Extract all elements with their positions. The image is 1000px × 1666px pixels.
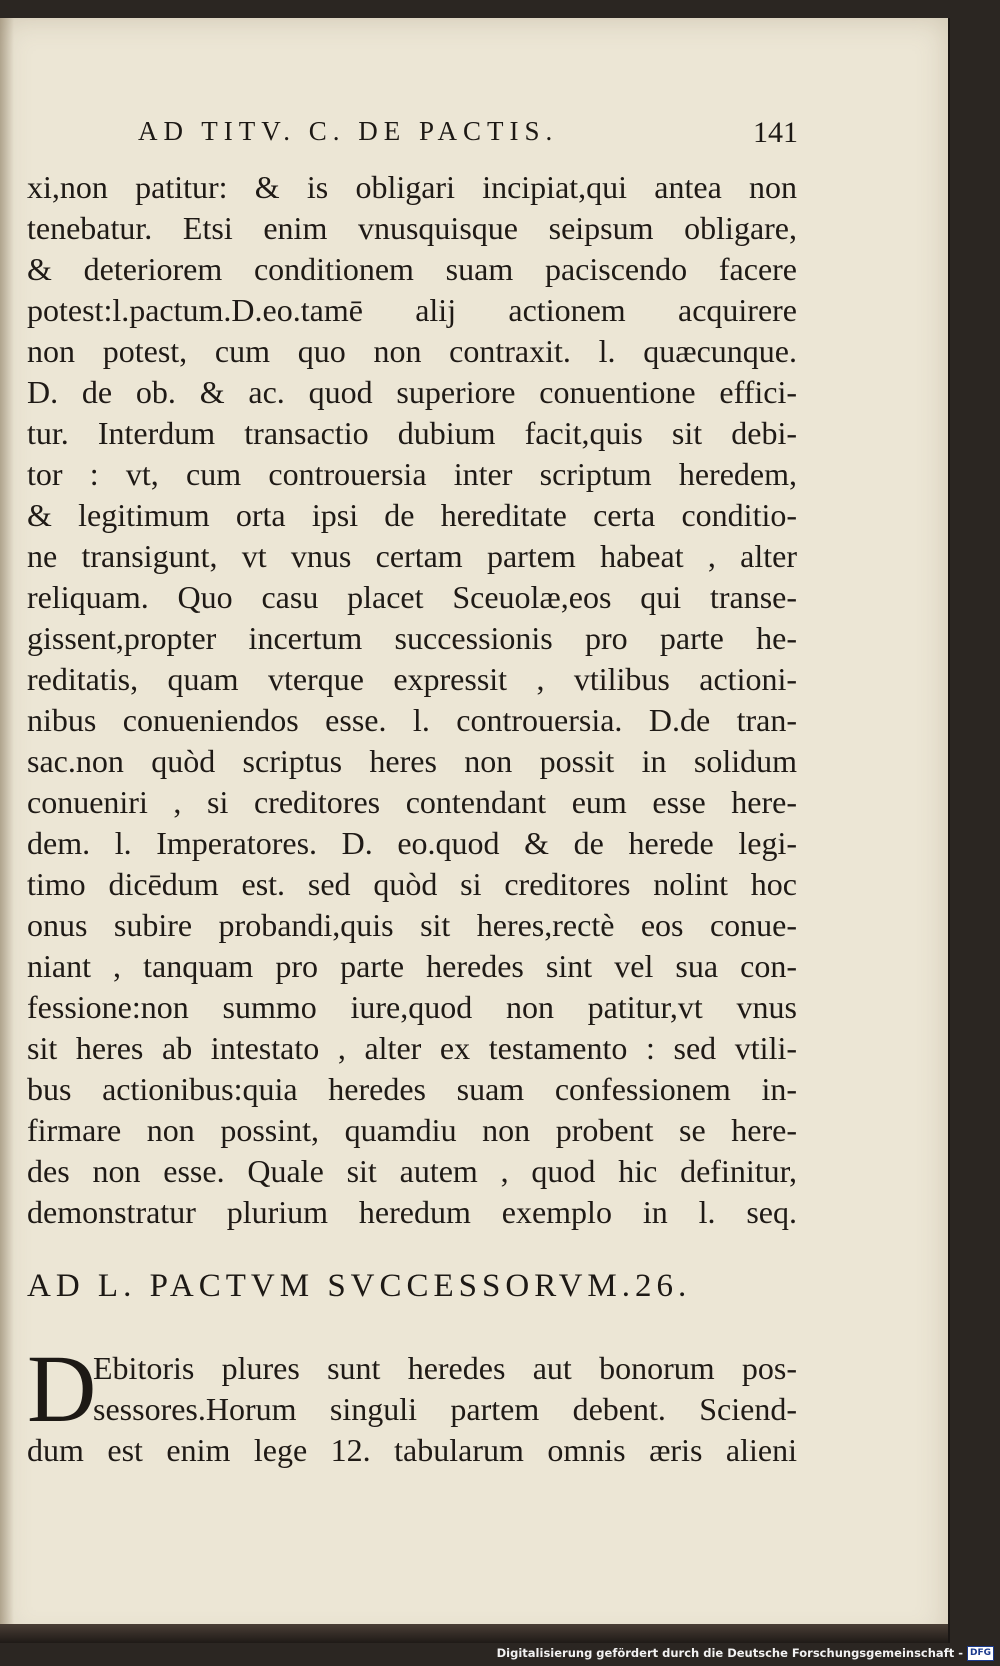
text-line: non potest, cum quo non contraxit. l. quæcunque.: [27, 333, 797, 369]
text-line: nibus conueniendos esse. l. controuersia. D.de tran-: [27, 702, 797, 738]
text-line: tor : vt, cum controuersia inter scriptum heredem,: [27, 456, 797, 492]
page-number: 141: [753, 116, 798, 149]
main-text-block: [27, 167, 797, 1233]
text-line: tur. Interdum transactio dubium facit,quis sit debi-: [27, 415, 797, 451]
text-line: xi,non patitur: & is obligari incipiat,qui antea non: [27, 169, 797, 205]
text-line: Ebitoris plures sunt heredes aut bonorum pos-: [93, 1350, 797, 1386]
section-paragraph: [27, 1335, 797, 1478]
text-line: sit heres ab intestato , alter ex testamento : sed vtili-: [27, 1030, 797, 1066]
book-page: [0, 18, 950, 1643]
text-line: firmare non possint, quamdiu non probent se here-: [27, 1112, 797, 1148]
dfg-logo: DFG: [967, 1646, 994, 1661]
text-line: dem. l. Imperatores. D. eo.quod & de herede legi-: [27, 825, 797, 861]
page-bottom-edge: [0, 1624, 948, 1643]
text-line: timo dicēdum est. sed quòd si creditores nolint hoc: [27, 866, 797, 902]
running-head: AD TITV. C. DE PACTIS.: [138, 116, 559, 146]
text-line: onus subire probandi,quis sit heres,rectè eos conue-: [27, 907, 797, 943]
text-line: niant , tanquam pro parte heredes sint vel sua con-: [27, 948, 797, 984]
text-line: potest:l.pactum.D.eo.tamē alij actionem acquirere: [27, 292, 797, 328]
text-line: demonstratur plurium heredum exemplo in l. seq.: [27, 1194, 797, 1230]
text-line: conueniri , si creditores contendant eum esse here-: [27, 784, 797, 820]
text-line: sac.non quòd scriptus heres non possit in solidum: [27, 743, 797, 779]
text-line: bus actionibus:quia heredes suam confessionem in-: [27, 1071, 797, 1107]
text-line: D. de ob. & ac. quod superiore conuentione effici-: [27, 374, 797, 410]
text-line: reliquam. Quo casu placet Sceuolæ,eos qui transe-: [27, 579, 797, 615]
text-line: & deteriorem conditionem suam paciscendo facere: [27, 251, 797, 287]
digitization-credit: [497, 1644, 994, 1662]
text-line: reditatis, quam vterque expressit , vtilibus actioni-: [27, 661, 797, 697]
text-line: fessione:non summo iure,quod non patitur,vt vnus: [27, 989, 797, 1025]
text-line: tenebatur. Etsi enim vnusquisque seipsum obligare,: [27, 210, 797, 246]
text-line: dum est enim lege 12. tabularum omnis æris alieni: [27, 1432, 797, 1468]
text-line: gissent,propter incertum successionis pro parte he-: [27, 620, 797, 656]
text-line: & legitimum orta ipsi de hereditate certa conditio-: [27, 497, 797, 533]
drop-cap: D: [27, 1335, 97, 1442]
credit-text: Digitalisierung gefördert durch die Deutsche Forschungsgemeinschaft -: [496, 1646, 963, 1660]
section-heading: AD L. PACTVM SVCCESSORVM.26.: [27, 1268, 692, 1304]
text-line: des non esse. Quale sit autem , quod hic definitur,: [27, 1153, 797, 1189]
section-paragraph-lines: [27, 1348, 797, 1471]
text-line: ne transigunt, vt vnus certam partem habeat , alter: [27, 538, 797, 574]
text-line: sessores.Horum singuli partem debent. Sciend-: [93, 1391, 797, 1427]
page-header: [138, 116, 798, 156]
